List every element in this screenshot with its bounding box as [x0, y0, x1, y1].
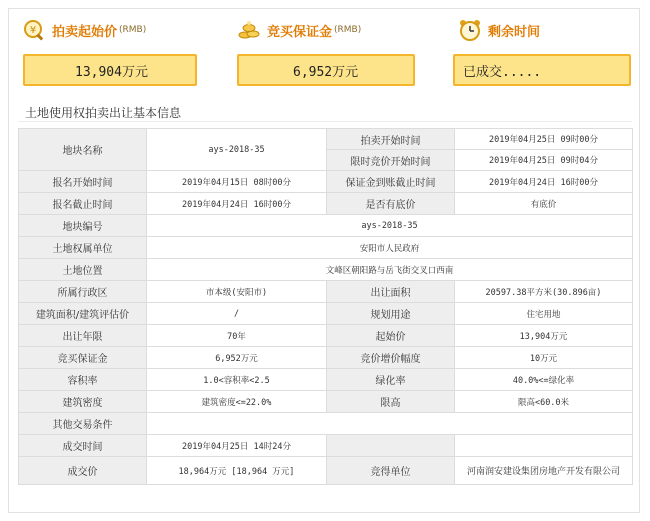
table-label-cell: 建筑面积/建筑评估价	[19, 303, 147, 325]
table-row	[19, 237, 633, 259]
table-row	[19, 457, 633, 485]
table-row	[19, 281, 633, 303]
table-row	[19, 303, 633, 325]
table-label-cell	[327, 435, 455, 457]
table-row	[19, 171, 633, 193]
table-label-cell: 是否有底价	[327, 193, 455, 215]
table-row	[19, 129, 633, 150]
start-price-header	[22, 18, 146, 42]
table-value-cell: 1.0<容积率<2.5	[147, 369, 327, 391]
table-value-cell: 2019年04月15日 08时00分	[147, 171, 327, 193]
table-value-cell: 18,964万元 [18,964 万元]	[147, 457, 327, 485]
magnifier-coin-icon	[22, 18, 46, 42]
start-price-unit: (RMB)	[119, 25, 147, 35]
table-value-cell: ays-2018-35	[147, 215, 633, 237]
deposit-value: 6,952万元	[293, 64, 359, 80]
start-price-label: 拍卖起始价	[52, 24, 118, 40]
deposit-header	[237, 18, 361, 42]
winning-bidder: 河南润安建设集团房地产开发有限公司	[455, 457, 633, 485]
table-label-cell: 所属行政区	[19, 281, 147, 303]
table-value-cell: 40.0%<=绿化率	[455, 369, 633, 391]
remaining-time-value: 已成交.....	[463, 64, 542, 80]
deposit-unit: (RMB)	[334, 25, 362, 35]
table-label-cell: 土地位置	[19, 259, 147, 281]
gold-ingot-icon	[237, 18, 261, 42]
table-label-cell: 拍卖开始时间	[327, 129, 455, 150]
table-label-cell: 成交价	[19, 457, 147, 485]
table-value-cell: 2019年04月25日 14时24分	[147, 435, 327, 457]
start-price-value: 13,904万元	[75, 64, 148, 80]
table-label-cell: 规划用途	[327, 303, 455, 325]
remaining-time-header	[458, 18, 540, 42]
table-row	[19, 193, 633, 215]
table-label-cell: 保证金到账截止时间	[327, 171, 455, 193]
table-value-cell: 13,904万元	[455, 325, 633, 347]
table-value-cell: 10万元	[455, 347, 633, 369]
table-value-cell: 限高<60.0米	[455, 391, 633, 413]
deposit-value-box	[237, 54, 415, 86]
table-value-cell: 文峰区朝阳路与岳飞街交叉口西南	[147, 259, 633, 281]
svg-text:¥: ¥	[29, 25, 37, 36]
table-value-cell: 2019年04月25日 09时00分	[455, 129, 633, 150]
table-row	[19, 435, 633, 457]
table-label-cell: 地块编号	[19, 215, 147, 237]
table-label-cell: 报名截止时间	[19, 193, 147, 215]
remaining-time-value-box	[453, 54, 631, 86]
deposit-label: 竞买保证金	[267, 24, 333, 40]
table-label-cell: 建筑密度	[19, 391, 147, 413]
start-price-value-box	[23, 54, 197, 86]
land-info-table	[18, 128, 633, 485]
table-label-cell: 限时竞价开始时间	[327, 150, 455, 171]
table-value-cell: /	[147, 303, 327, 325]
table-value-cell	[455, 435, 633, 457]
table-value-cell: 市本级(安阳市)	[147, 281, 327, 303]
table-value-cell: 2019年04月25日 09时04分	[455, 150, 633, 171]
table-value-cell	[147, 413, 633, 435]
reserve-price-status: 有底价	[455, 193, 633, 215]
table-label-cell: 容积率	[19, 369, 147, 391]
table-label-cell: 绿化率	[327, 369, 455, 391]
table-label-cell: 出让年限	[19, 325, 147, 347]
table-value-cell: 20597.38平方米(30.896亩)	[455, 281, 633, 303]
table-row	[19, 347, 633, 369]
table-label-cell: 地块名称	[19, 129, 147, 171]
table-label-cell: 起始价	[327, 325, 455, 347]
table-value-cell: ays-2018-35	[147, 129, 327, 171]
table-row	[19, 413, 633, 435]
table-label-cell: 限高	[327, 391, 455, 413]
table-row	[19, 259, 633, 281]
remaining-time-label: 剩余时间	[488, 24, 541, 40]
table-value-cell: 安阳市人民政府	[147, 237, 633, 259]
table-label-cell: 竞买保证金	[19, 347, 147, 369]
table-label-cell: 出让面积	[327, 281, 455, 303]
table-row	[19, 391, 633, 413]
table-row	[19, 369, 633, 391]
table-label-cell: 土地权属单位	[19, 237, 147, 259]
table-value-cell: 2019年04月24日 16时00分	[455, 171, 633, 193]
table-row	[19, 215, 633, 237]
alarm-clock-icon	[458, 18, 482, 42]
section-title: 土地使用权拍卖出让基本信息	[25, 106, 182, 120]
table-label-cell: 报名开始时间	[19, 171, 147, 193]
table-label-cell: 竞价增价幅度	[327, 347, 455, 369]
section-divider	[18, 121, 632, 122]
table-label-cell: 成交时间	[19, 435, 147, 457]
table-row	[19, 325, 633, 347]
table-label-cell: 其他交易条件	[19, 413, 147, 435]
table-value-cell: 住宅用地	[455, 303, 633, 325]
table-value-cell: 70年	[147, 325, 327, 347]
table-label-cell: 竞得单位	[327, 457, 455, 485]
table-value-cell: 2019年04月24日 16时00分	[147, 193, 327, 215]
table-value-cell: 建筑密度<=22.0%	[147, 391, 327, 413]
table-value-cell: 6,952万元	[147, 347, 327, 369]
